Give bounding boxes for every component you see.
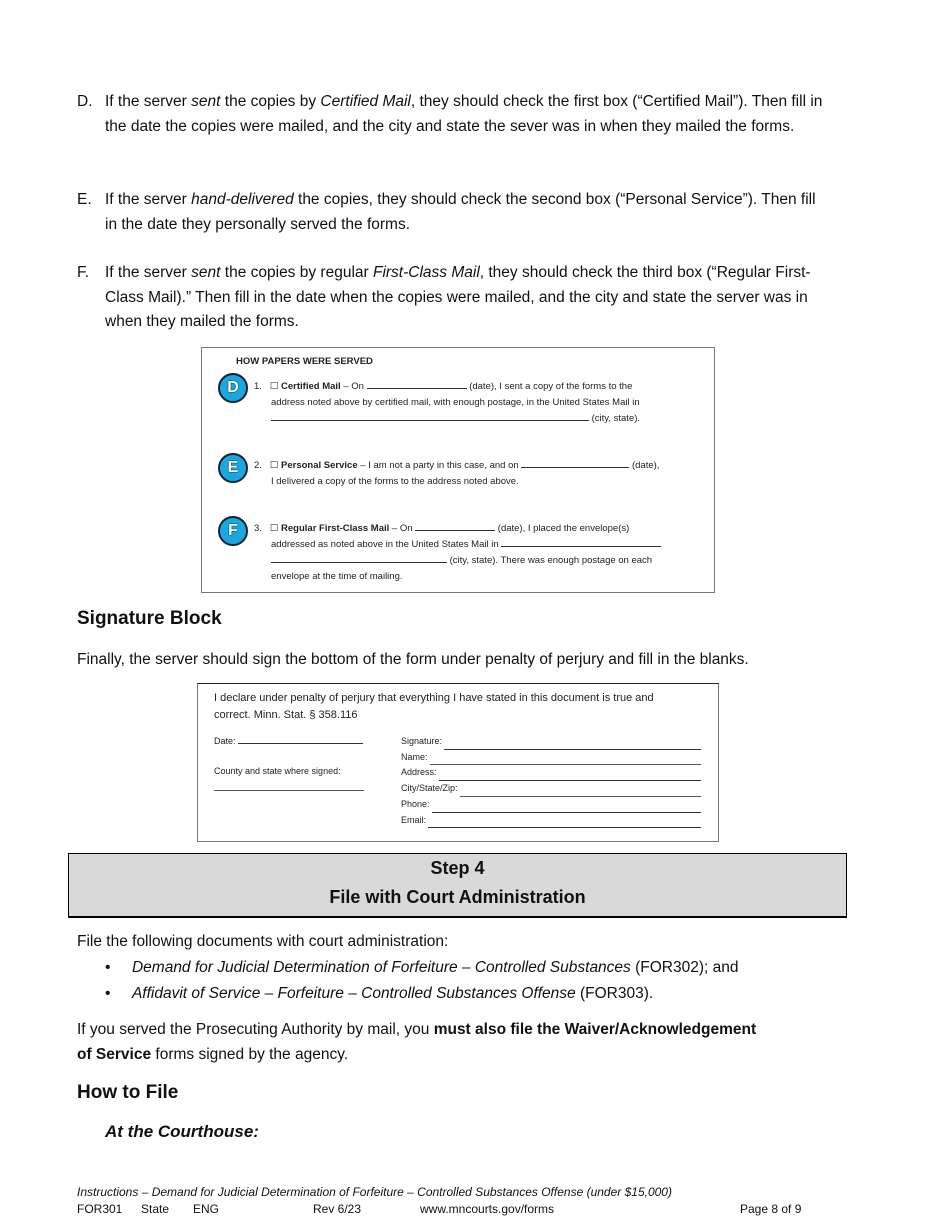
badge-e-icon: E — [218, 453, 248, 483]
step-number: Step 4 — [430, 858, 485, 878]
bullet-2: • Affidavit of Service – Forfeiture – Controlled Substances Offense (FOR303). — [105, 985, 654, 1002]
footer-page-number: Page 8 of 9 — [740, 1202, 802, 1216]
num: 2. — [254, 460, 262, 471]
checkbox: ☐ — [269, 460, 279, 471]
label: City/State/Zip: — [401, 783, 458, 794]
served-entry-1 — [254, 379, 704, 427]
text: (city, state). There was enough postage on each — [447, 555, 653, 566]
doc-title: Affidavit of Service – Forfeiture – Controlled Substances Offense — [131, 985, 576, 1002]
num: 3. — [254, 523, 262, 534]
signature-block-text: Finally, the server should sign the bottom of the form under penalty of perjury and fill in the blanks. — [77, 651, 749, 668]
text: , they should check the third box (“Regular — [479, 264, 771, 281]
text: of Service — [77, 1045, 152, 1063]
text: (FOR302); and — [630, 959, 739, 976]
county-label: County and state where signed: — [214, 766, 341, 776]
option-name: Regular First-Class Mail — [281, 523, 390, 534]
bullet-1: • Demand for Judicial Determination of Forfeiture – Controlled Substances (FOR302); and — [105, 959, 739, 976]
checkbox: ☐ — [269, 381, 279, 392]
text: If the server — [105, 264, 192, 281]
step-title: File with Court Administration — [329, 887, 586, 907]
date-field — [214, 734, 363, 746]
text: I delivered a copy of the forms to the address noted above. — [271, 476, 519, 487]
how-to-file-heading: How to File — [77, 1082, 179, 1103]
text: First-Class Mail — [372, 264, 480, 281]
label: Name: — [401, 751, 428, 762]
mail-note — [77, 1018, 837, 1067]
footer-state: State — [141, 1202, 170, 1216]
text: (city, state). — [589, 413, 641, 424]
text: (date), — [629, 460, 660, 471]
field-email — [401, 813, 701, 829]
footer-url[interactable]: www.mncourts.gov/forms — [420, 1202, 555, 1216]
badge-d-icon: D — [218, 373, 248, 403]
doc-title: Demand for Judicial Determination of Forfeiture – Controlled Substances — [131, 959, 631, 976]
instruction-f — [77, 261, 825, 335]
text: – I am not a party in this case, and on — [357, 460, 522, 471]
text: address noted above by certified mail, with enough postage, in the United States Mail in — [271, 397, 640, 408]
num: 1. — [254, 381, 262, 392]
file-intro: File the following documents with court administration: — [77, 933, 449, 950]
box-title: HOW PAPERS WERE SERVED — [236, 356, 373, 367]
text: hand-delivered — [191, 191, 294, 208]
text: First-Class Mail).” Then fill in the date when the copies were mailed, and the city and state the server was in when they mailed the forms. — [105, 264, 811, 330]
checkbox: ☐ — [269, 523, 279, 534]
courthouse-subheading: At the Courthouse: — [105, 1122, 259, 1141]
field-city — [401, 781, 701, 797]
text: the copies, they should check the second box (“Personal Service”). — [293, 191, 758, 208]
instruction-d — [77, 90, 825, 139]
text: correct. Minn. Stat. § 358.116 — [214, 709, 358, 721]
field-signature — [401, 734, 701, 750]
footer-form-number: FOR301 — [77, 1202, 123, 1216]
label: Address: — [401, 767, 437, 778]
text: sent — [191, 264, 221, 281]
field-phone — [401, 797, 701, 813]
option-name: Personal Service — [281, 460, 358, 471]
text: Then fill in the date the copies were mailed, and the city and state the sever was in when they mailed the forms. — [105, 93, 823, 135]
text: I declare under penalty of perjury that everything I have stated in this document is true and — [214, 692, 654, 704]
label: Signature: — [401, 736, 443, 746]
text: – On — [340, 381, 367, 392]
text: (FOR303). — [575, 985, 654, 1002]
label: Date: — [214, 736, 236, 746]
item-label: E. — [77, 191, 92, 208]
text: addressed as noted above in the United States Mail in — [271, 539, 502, 550]
footer-revision: Rev 6/23 — [313, 1202, 362, 1216]
item-label: F. — [77, 264, 90, 281]
text: envelope at the time of mailing. — [271, 571, 403, 582]
footer-title: Instructions – Demand for Judicial Determination of Forfeiture – Controlled Substances Offense (under $15,000) — [77, 1185, 672, 1199]
text: , they should check the first box (“Certified Mail”). — [410, 93, 748, 110]
served-entry-2 — [254, 458, 704, 490]
field-name — [401, 750, 701, 766]
item-label: D. — [77, 93, 93, 110]
signature-block-heading: Signature Block — [77, 608, 222, 629]
text: – On — [389, 523, 416, 534]
text: the copies by regular — [220, 264, 373, 281]
served-entry-3 — [254, 521, 709, 585]
text: If the server — [105, 191, 192, 208]
text: If you served the Prosecuting Authority by mail, you — [77, 1021, 434, 1038]
text: must also file the Waiver/Acknowledgement — [433, 1021, 757, 1038]
signer-fields — [401, 734, 701, 828]
footer-language: ENG — [193, 1202, 220, 1216]
field-address — [401, 765, 701, 781]
text: If the server — [105, 93, 192, 110]
text: the copies by — [220, 93, 321, 110]
text: (date), I placed the envelope(s) — [495, 523, 630, 534]
text: forms signed by the agency. — [151, 1045, 349, 1063]
badge-f-icon: F — [218, 516, 248, 546]
signature-block-image — [197, 683, 719, 842]
declaration — [214, 690, 654, 724]
label: Email: — [401, 814, 427, 825]
label: Phone: — [401, 798, 430, 809]
text: (date), I sent a copy of the forms to the — [466, 381, 633, 392]
step-4-banner — [68, 853, 847, 918]
how-papers-served-image — [201, 347, 715, 593]
text: Then fill in the date they personally served the forms. — [105, 191, 816, 233]
instruction-e — [77, 188, 825, 237]
option-name: Certified Mail — [281, 381, 341, 392]
county-line — [214, 790, 364, 791]
text: Certified Mail — [320, 93, 411, 110]
text: sent — [191, 93, 221, 110]
